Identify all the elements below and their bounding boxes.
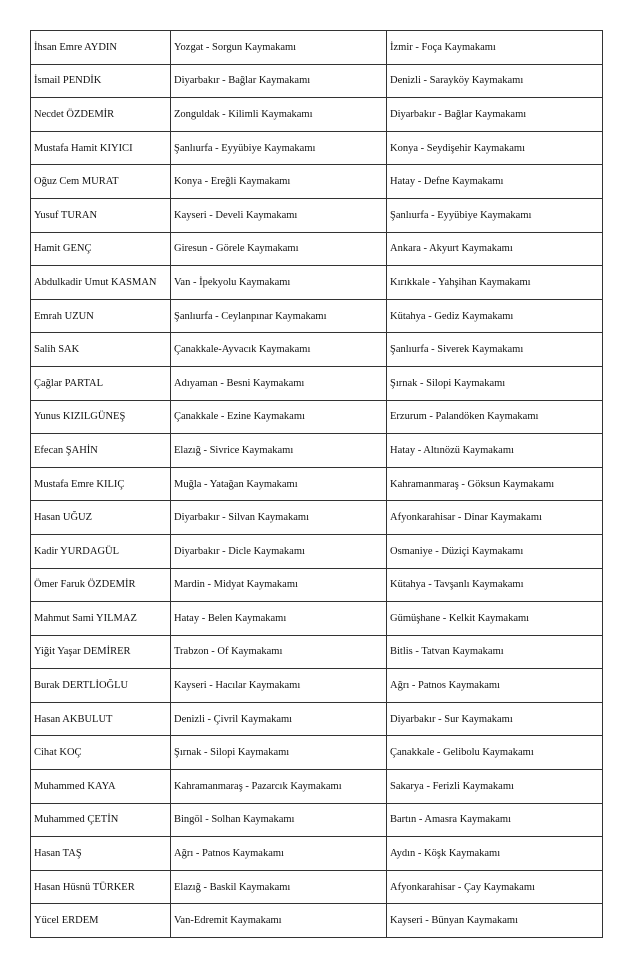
new-post-cell: Şanlıurfa - Eyyübiye Kaymakamı <box>387 198 603 232</box>
table-row <box>31 534 603 568</box>
new-post-cell: İzmir - Foça Kaymakamı <box>387 31 603 65</box>
current-post-cell: Kayseri - Hacılar Kaymakamı <box>171 669 387 703</box>
new-post-cell: Kırıkkale - Yahşihan Kaymakamı <box>387 266 603 300</box>
table-row <box>31 434 603 468</box>
new-post-cell: Ankara - Akyurt Kaymakamı <box>387 232 603 266</box>
new-post-cell: Kütahya - Tavşanlı Kaymakamı <box>387 568 603 602</box>
appointment-table <box>30 30 603 938</box>
new-post-cell: Şanlıurfa - Siverek Kaymakamı <box>387 333 603 367</box>
person-name-cell: Emrah UZUN <box>31 299 171 333</box>
new-post-cell: Denizli - Sarayköy Kaymakamı <box>387 64 603 98</box>
table-row <box>31 400 603 434</box>
table-row <box>31 198 603 232</box>
new-post-cell: Şırnak - Silopi Kaymakamı <box>387 366 603 400</box>
new-post-cell: Diyarbakır - Bağlar Kaymakamı <box>387 98 603 132</box>
new-post-cell: Bartın - Amasra Kaymakamı <box>387 803 603 837</box>
person-name-cell: Yunus KIZILGÜNEŞ <box>31 400 171 434</box>
person-name-cell: Mustafa Hamit KIYICI <box>31 131 171 165</box>
table-row <box>31 635 603 669</box>
table-row <box>31 467 603 501</box>
current-post-cell: Kayseri - Develi Kaymakamı <box>171 198 387 232</box>
table-row <box>31 266 603 300</box>
person-name-cell: Oğuz Cem MURAT <box>31 165 171 199</box>
table-row <box>31 870 603 904</box>
current-post-cell: Şanlıurfa - Eyyübiye Kaymakamı <box>171 131 387 165</box>
table-row <box>31 64 603 98</box>
person-name-cell: Çağlar PARTAL <box>31 366 171 400</box>
current-post-cell: Muğla - Yatağan Kaymakamı <box>171 467 387 501</box>
current-post-cell: Bingöl - Solhan Kaymakamı <box>171 803 387 837</box>
person-name-cell: Salih SAK <box>31 333 171 367</box>
table-row <box>31 904 603 938</box>
current-post-cell: Şırnak - Silopi Kaymakamı <box>171 736 387 770</box>
table-row <box>31 568 603 602</box>
person-name-cell: Necdet ÖZDEMİR <box>31 98 171 132</box>
new-post-cell: Diyarbakır - Sur Kaymakamı <box>387 702 603 736</box>
appointment-table-container <box>30 30 602 938</box>
new-post-cell: Afyonkarahisar - Dinar Kaymakamı <box>387 501 603 535</box>
table-row <box>31 501 603 535</box>
current-post-cell: Giresun - Görele Kaymakamı <box>171 232 387 266</box>
table-body <box>31 31 603 938</box>
new-post-cell: Aydın - Köşk Kaymakamı <box>387 837 603 871</box>
current-post-cell: Diyarbakır - Silvan Kaymakamı <box>171 501 387 535</box>
new-post-cell: Gümüşhane - Kelkit Kaymakamı <box>387 602 603 636</box>
table-row <box>31 736 603 770</box>
current-post-cell: Ağrı - Patnos Kaymakamı <box>171 837 387 871</box>
current-post-cell: Kahramanmaraş - Pazarcık Kaymakamı <box>171 770 387 804</box>
table-row <box>31 837 603 871</box>
person-name-cell: İhsan Emre AYDIN <box>31 31 171 65</box>
current-post-cell: Van-Edremit Kaymakamı <box>171 904 387 938</box>
new-post-cell: Çanakkale - Gelibolu Kaymakamı <box>387 736 603 770</box>
table-row <box>31 702 603 736</box>
new-post-cell: Afyonkarahisar - Çay Kaymakamı <box>387 870 603 904</box>
person-name-cell: Muhammed KAYA <box>31 770 171 804</box>
current-post-cell: Hatay - Belen Kaymakamı <box>171 602 387 636</box>
current-post-cell: Elazığ - Baskil Kaymakamı <box>171 870 387 904</box>
person-name-cell: Muhammed ÇETİN <box>31 803 171 837</box>
person-name-cell: Mustafa Emre KILIÇ <box>31 467 171 501</box>
current-post-cell: Elazığ - Sivrice Kaymakamı <box>171 434 387 468</box>
current-post-cell: Zonguldak - Kilimli Kaymakamı <box>171 98 387 132</box>
new-post-cell: Konya - Seydişehir Kaymakamı <box>387 131 603 165</box>
table-row <box>31 803 603 837</box>
person-name-cell: Hamit GENÇ <box>31 232 171 266</box>
current-post-cell: Van - İpekyolu Kaymakamı <box>171 266 387 300</box>
new-post-cell: Kayseri - Bünyan Kaymakamı <box>387 904 603 938</box>
person-name-cell: Ömer Faruk ÖZDEMİR <box>31 568 171 602</box>
person-name-cell: Hasan UĞUZ <box>31 501 171 535</box>
current-post-cell: Mardin - Midyat Kaymakamı <box>171 568 387 602</box>
person-name-cell: Cihat KOÇ <box>31 736 171 770</box>
person-name-cell: Mahmut Sami YILMAZ <box>31 602 171 636</box>
new-post-cell: Sakarya - Ferizli Kaymakamı <box>387 770 603 804</box>
person-name-cell: Efecan ŞAHİN <box>31 434 171 468</box>
person-name-cell: Hasan AKBULUT <box>31 702 171 736</box>
current-post-cell: Trabzon - Of Kaymakamı <box>171 635 387 669</box>
current-post-cell: Konya - Ereğli Kaymakamı <box>171 165 387 199</box>
new-post-cell: Hatay - Altınözü Kaymakamı <box>387 434 603 468</box>
table-row <box>31 602 603 636</box>
new-post-cell: Bitlis - Tatvan Kaymakamı <box>387 635 603 669</box>
person-name-cell: Abdulkadir Umut KASMAN <box>31 266 171 300</box>
new-post-cell: Osmaniye - Düziçi Kaymakamı <box>387 534 603 568</box>
current-post-cell: Çanakkale-Ayvacık Kaymakamı <box>171 333 387 367</box>
person-name-cell: Hasan TAŞ <box>31 837 171 871</box>
current-post-cell: Çanakkale - Ezine Kaymakamı <box>171 400 387 434</box>
person-name-cell: Burak DERTLİOĞLU <box>31 669 171 703</box>
person-name-cell: İsmail PENDİK <box>31 64 171 98</box>
new-post-cell: Hatay - Defne Kaymakamı <box>387 165 603 199</box>
new-post-cell: Kütahya - Gediz Kaymakamı <box>387 299 603 333</box>
table-row <box>31 98 603 132</box>
table-row <box>31 131 603 165</box>
current-post-cell: Şanlıurfa - Ceylanpınar Kaymakamı <box>171 299 387 333</box>
new-post-cell: Kahramanmaraş - Göksun Kaymakamı <box>387 467 603 501</box>
table-row <box>31 366 603 400</box>
current-post-cell: Diyarbakır - Dicle Kaymakamı <box>171 534 387 568</box>
table-row <box>31 669 603 703</box>
person-name-cell: Yiğit Yaşar DEMİRER <box>31 635 171 669</box>
current-post-cell: Yozgat - Sorgun Kaymakamı <box>171 31 387 65</box>
new-post-cell: Erzurum - Palandöken Kaymakamı <box>387 400 603 434</box>
current-post-cell: Diyarbakır - Bağlar Kaymakamı <box>171 64 387 98</box>
current-post-cell: Denizli - Çivril Kaymakamı <box>171 702 387 736</box>
person-name-cell: Kadir YURDAGÜL <box>31 534 171 568</box>
table-row <box>31 31 603 65</box>
person-name-cell: Yücel ERDEM <box>31 904 171 938</box>
table-row <box>31 232 603 266</box>
table-row <box>31 333 603 367</box>
person-name-cell: Yusuf TURAN <box>31 198 171 232</box>
table-row <box>31 299 603 333</box>
table-row <box>31 770 603 804</box>
table-row <box>31 165 603 199</box>
person-name-cell: Hasan Hüsnü TÜRKER <box>31 870 171 904</box>
current-post-cell: Adıyaman - Besni Kaymakamı <box>171 366 387 400</box>
new-post-cell: Ağrı - Patnos Kaymakamı <box>387 669 603 703</box>
